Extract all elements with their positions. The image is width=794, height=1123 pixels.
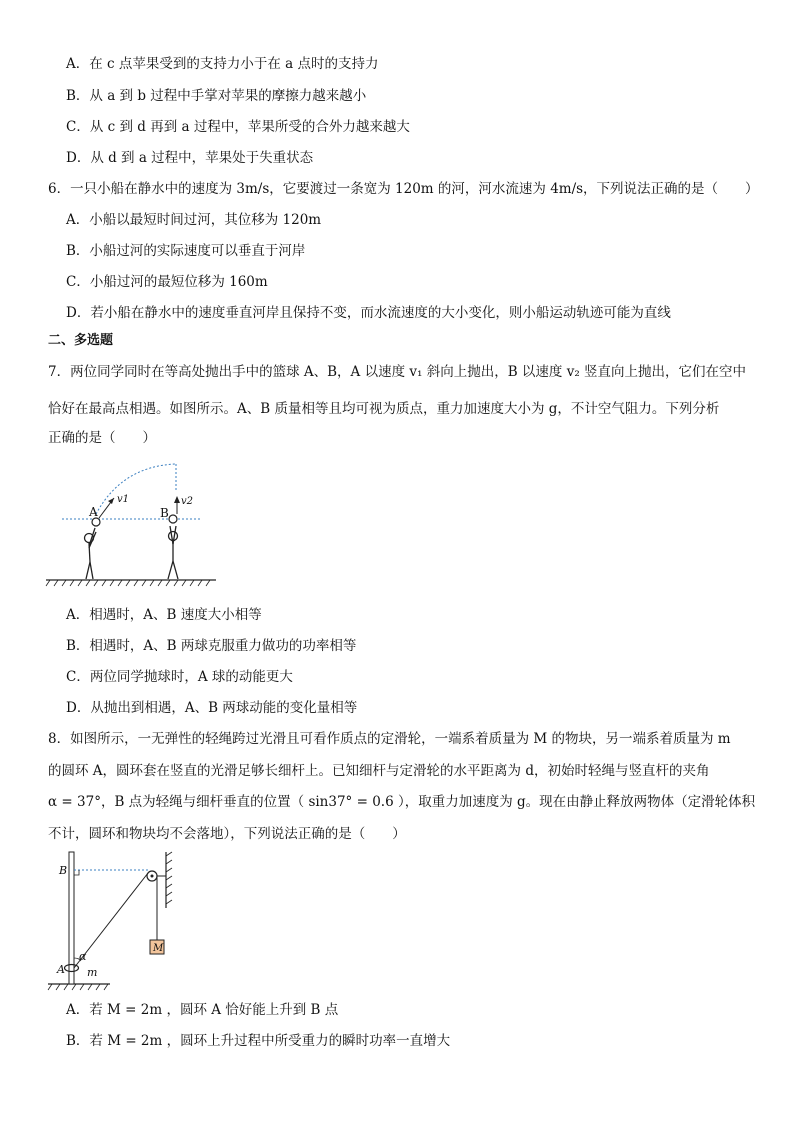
q7-label-a: A [89,505,98,519]
q8-option-b: B．若 M = 2m ，圆环上升过程中所受重力的瞬时功率一直增大 [66,1033,451,1049]
q7-label-b: B [160,506,169,520]
q7-person-a [85,528,97,579]
q7-v1-arrow [108,498,114,504]
q7-option-c: C．两位同学抛球时，A 球的动能更大 [66,669,293,685]
q8-stem-line-3: α = 37°，B 点为轻绳与细杆垂直的位置（ sin37° = 0.6 ），取重力加速度为 g。现在由静止释放两物体（定滑轮体积 [48,794,756,810]
q8-ground-hatch [48,984,108,990]
q8-label-b: B [59,864,68,877]
q7-option-d: D．从抛出到相遇，A、B 两球动能的变化量相等 [66,700,358,716]
q8-option-a: A．若 M = 2m ，圆环 A 恰好能上升到 B 点 [66,1002,339,1018]
q7-stem-line-2: 恰好在最高点相遇。如图所示。A、B 质量相等且均可视为质点，重力加速度大小为 g，不计空气阻力。下列分析 [48,401,720,417]
q7-person-b [168,526,178,579]
q5-option-d: D．从 d 到 a 过程中，苹果处于失重状态 [66,150,314,166]
q7-label-v2: v2 [181,496,194,507]
q7-option-a: A．相遇时，A、B 速度大小相等 [66,607,262,623]
q8-label-m: m [87,966,98,979]
q7-ground-hatch [46,580,210,586]
q6-stem: 6．一只小船在静水中的速度为 3m/s，它要渡过一条宽为 120m 的河，河水流速为 4m/s，下列说法正确的是（ ） [48,181,759,197]
q8-right-angle-mark [74,870,79,875]
q6-option-a: A．小船以最短时间过河，其位移为 120m [66,212,322,228]
q7-v2-arrow [174,496,180,503]
q6-option-c: C．小船过河的最短位移为 160m [66,274,268,290]
q7-label-v1: v1 [117,494,130,505]
q8-label-alpha: α [79,950,87,963]
q7-ball-a [92,518,100,526]
q7-ball-b [169,515,177,523]
q7-stem-line-3: 正确的是（ ） [48,430,156,446]
q7-option-b: B．相遇时，A、B 两球克服重力做功的功率相等 [66,638,357,654]
q6-option-b: B．小船过河的实际速度可以垂直于河岸 [66,243,306,259]
q5-option-b: B．从 a 到 b 过程中手掌对苹果的摩擦力越来越小 [66,88,367,104]
q8-label-a: A [57,963,65,976]
q6-option-d: D．若小船在静水中的速度垂直河岸且保持不变，而水流速度的大小变化，则小船运动轨迹可能为直线 [66,305,671,321]
q7-figure [44,458,224,590]
section-title: 二、多选题 [48,333,114,348]
q7-stem-line-1: 7．两位同学同时在等高处抛出手中的篮球 A、B，A 以速度 v₁ 斜向上抛出，B 以速度 v₂ 竖直向上抛出，它们在空中 [48,364,747,380]
q8-stem-line-2: 的圆环 A，圆环套在竖直的光滑足够长细杆上。已知细杆与定滑轮的水平距离为 d，初始时轻绳与竖直杆的夹角 [48,763,710,779]
q8-label-block: M [153,943,164,954]
q5-option-c: C．从 c 到 d 再到 a 过程中，苹果所受的合外力越来越大 [66,119,410,135]
q8-stem-line-1: 8．如图所示，一无弹性的轻绳跨过光滑且可看作质点的定滑轮，一端系着质量为 M 的物块，另一端系着质量为 m [48,731,731,747]
q8-wall-hatch [166,852,172,904]
q8-stem-line-4: 不计，圆环和物块均不会落地），下列说法正确的是（ ） [48,826,406,842]
q8-figure [44,848,194,998]
q5-option-a: A．在 c 点苹果受到的支持力小于在 a 点时的支持力 [66,56,379,72]
